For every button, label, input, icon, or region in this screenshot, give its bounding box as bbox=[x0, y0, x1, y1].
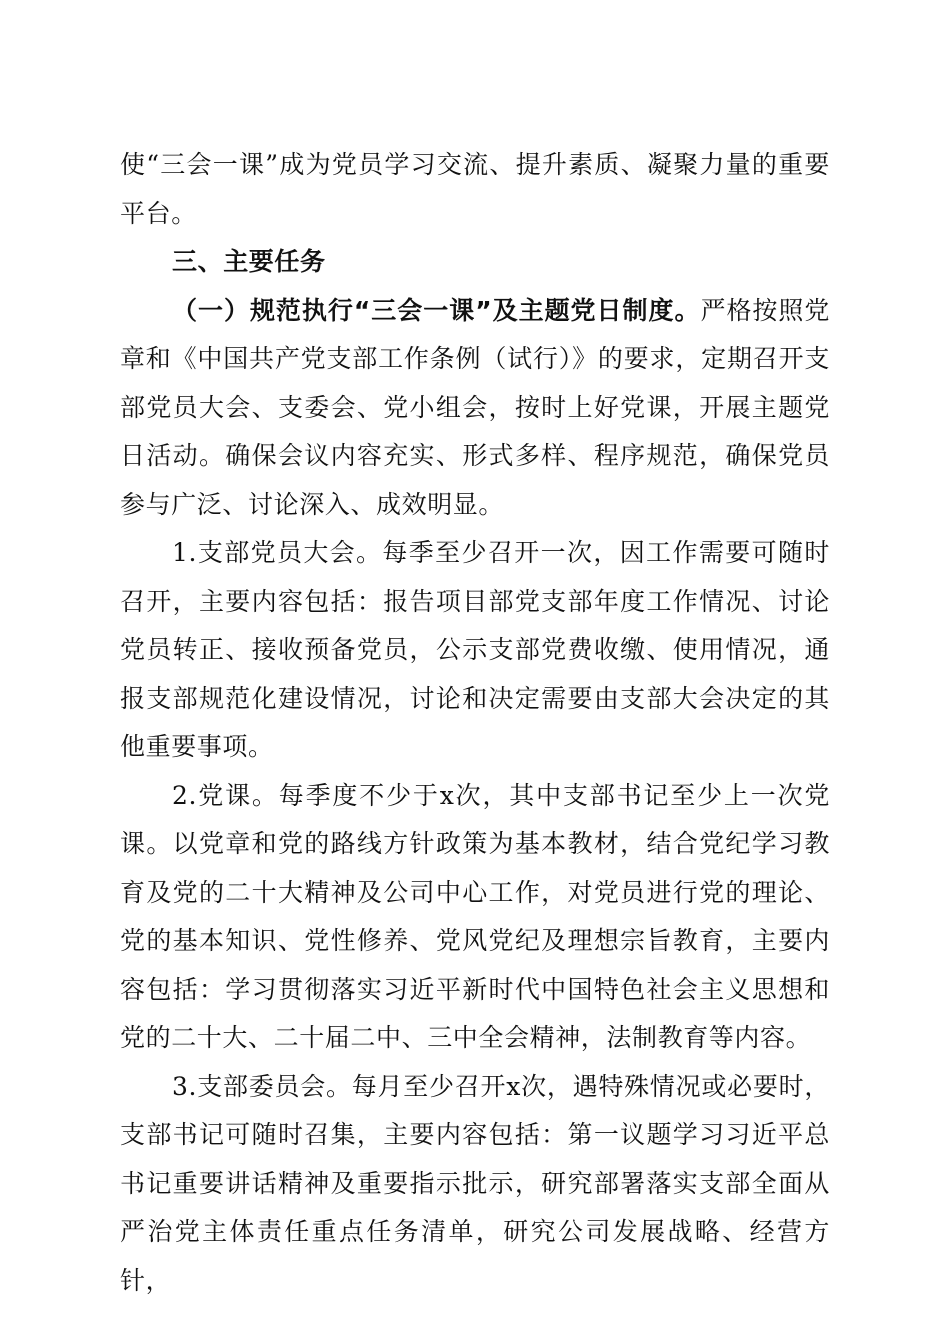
item-party-member-meeting: 1.支部党员大会。每季至少召开一次，因工作需要可随时召开，主要内容包括：报告项目部党支部年度工作情况、讨论党员转正、接收预备党员，公示支部党费收缴、使用情况，通报支部规范化建设情况，讨论和决定需要由支部大会决定的其他重要事项。 bbox=[120, 538, 830, 761]
subsection-title: （一）规范执行“三会一课”及主题党日制度。 bbox=[172, 295, 701, 325]
item-party-lecture: 2.党课。每季度不少于x次，其中支部书记至少上一次党课。以党章和党的路线方针政策为基本教材，结合党纪学习教育及党的二十大精神及公司中心工作，对党员进行党的理论、党的基本知识、党性修养、党风党纪及理想宗旨教育，主要内容包括：学习贯彻落实习近平新时代中国特色社会主义思想和党的二十大、二十届二中、三中全会精神，法制教育等内容。 bbox=[120, 780, 830, 1052]
section-heading: 三、主要任务 bbox=[172, 247, 326, 276]
subsection-paragraph bbox=[120, 287, 830, 530]
document-page bbox=[120, 141, 830, 1305]
subsection-body: 严格按照党章和《中国共产党支部工作条例（试行）》的要求，定期召开支部党员大会、支委会、党小组会，按时上好党课，开展主题党日活动。确保会议内容充实、形式多样、程序规范，确保党员参与广泛、讨论深入、成效明显。 bbox=[120, 295, 830, 519]
item-branch-committee: 3.支部委员会。每月至少召开x次，遇特殊情况或必要时，支部书记可随时召集，主要内容包括：第一议题学习习近平总书记重要讲话精神及重要指示批示，研究部署落实支部全面从严治党主体责任重点任务清单，研究公司发展战略、经营方针， bbox=[120, 1071, 830, 1295]
continuation-paragraph: 使“三会一课”成为党员学习交流、提升素质、凝聚力量的重要平台。 bbox=[120, 150, 830, 228]
